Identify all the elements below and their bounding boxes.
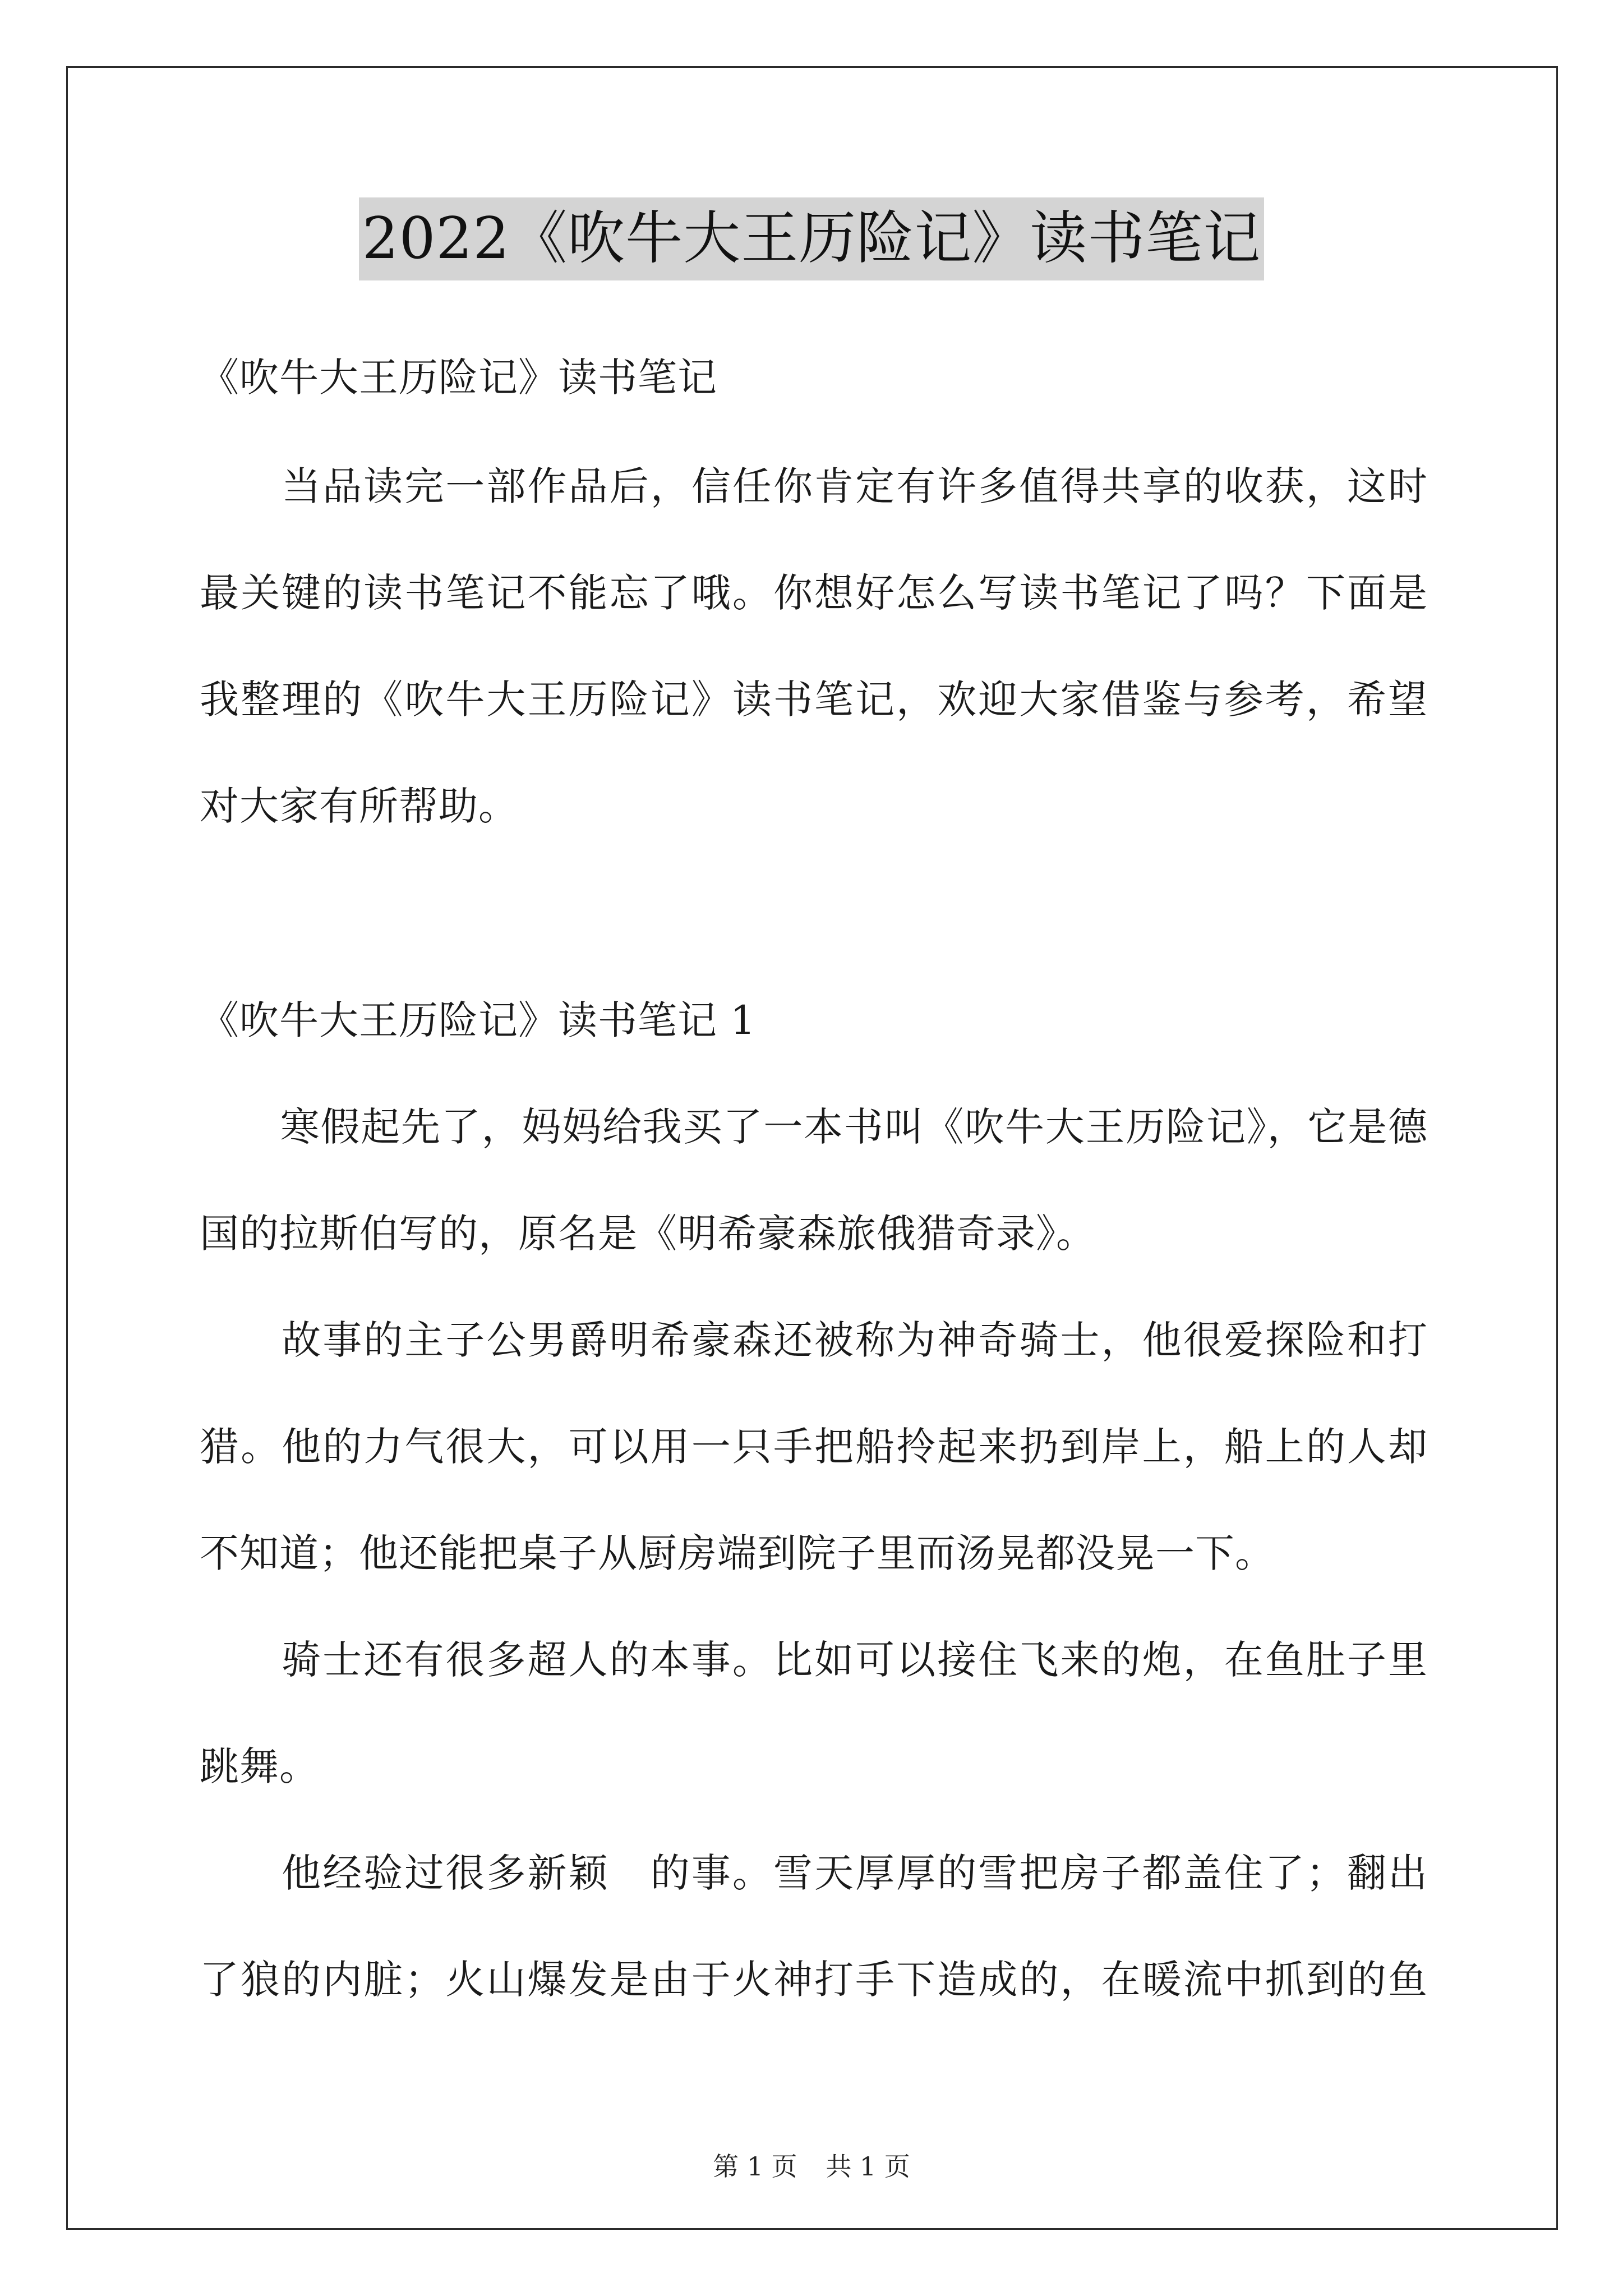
page-footer — [0, 2150, 1623, 2183]
paragraph-line: 了狼的内脏；火山爆发是由于火神打手下造成的，在暖流中抓到的鱼 — [200, 1957, 1428, 2003]
paragraph-line: 最关键的读书笔记不能忘了哦。你想好怎么写读书笔记了吗？下面是 — [200, 570, 1428, 616]
subtitle-line: 《吹牛大王历险记》读书笔记 — [200, 355, 717, 401]
paragraph-line: 国的拉斯伯写的，原名是《明希豪森旅俄猎奇录》。 — [200, 1211, 1096, 1257]
paragraph-line: 骑士还有很多超人的本事。比如可以接住飞来的炮，在鱼肚子里 — [200, 1637, 1428, 1683]
paragraph-line: 他经验过很多新颖 的事。雪天厚厚的雪把房子都盖住了；翻出 — [200, 1850, 1428, 1896]
paragraph-line: 对大家有所帮助。 — [200, 783, 518, 829]
section-heading: 《吹牛大王历险记》读书笔记 1 — [200, 997, 756, 1043]
page-number: 第 1 页 — [713, 2151, 797, 2182]
page-total: 共 1 页 — [826, 2151, 910, 2182]
document-title: 2022《吹牛大王历险记》读书笔记 — [359, 197, 1265, 280]
paragraph-line: 跳舞。 — [200, 1743, 319, 1789]
paragraph-line: 寒假起先了，妈妈给我买了一本书叫《吹牛大王历险记》，它是德 — [200, 1104, 1428, 1150]
title-wrap — [0, 197, 1623, 280]
paragraph-line: 猎。他的力气很大，可以用一只手把船拎起来扔到岸上，船上的人却 — [200, 1424, 1428, 1470]
paragraph-line: 当品读完一部作品后，信任你肯定有许多值得共享的收获，这时 — [200, 463, 1428, 509]
paragraph-line: 故事的主子公男爵明希豪森还被称为神奇骑士，他很爱探险和打 — [200, 1317, 1428, 1363]
paragraph-line: 我整理的《吹牛大王历险记》读书笔记，欢迎大家借鉴与参考，希望 — [200, 677, 1428, 723]
paragraph-line: 不知道；他还能把桌子从厨房端到院子里而汤晃都没晃一下。 — [200, 1530, 1275, 1576]
